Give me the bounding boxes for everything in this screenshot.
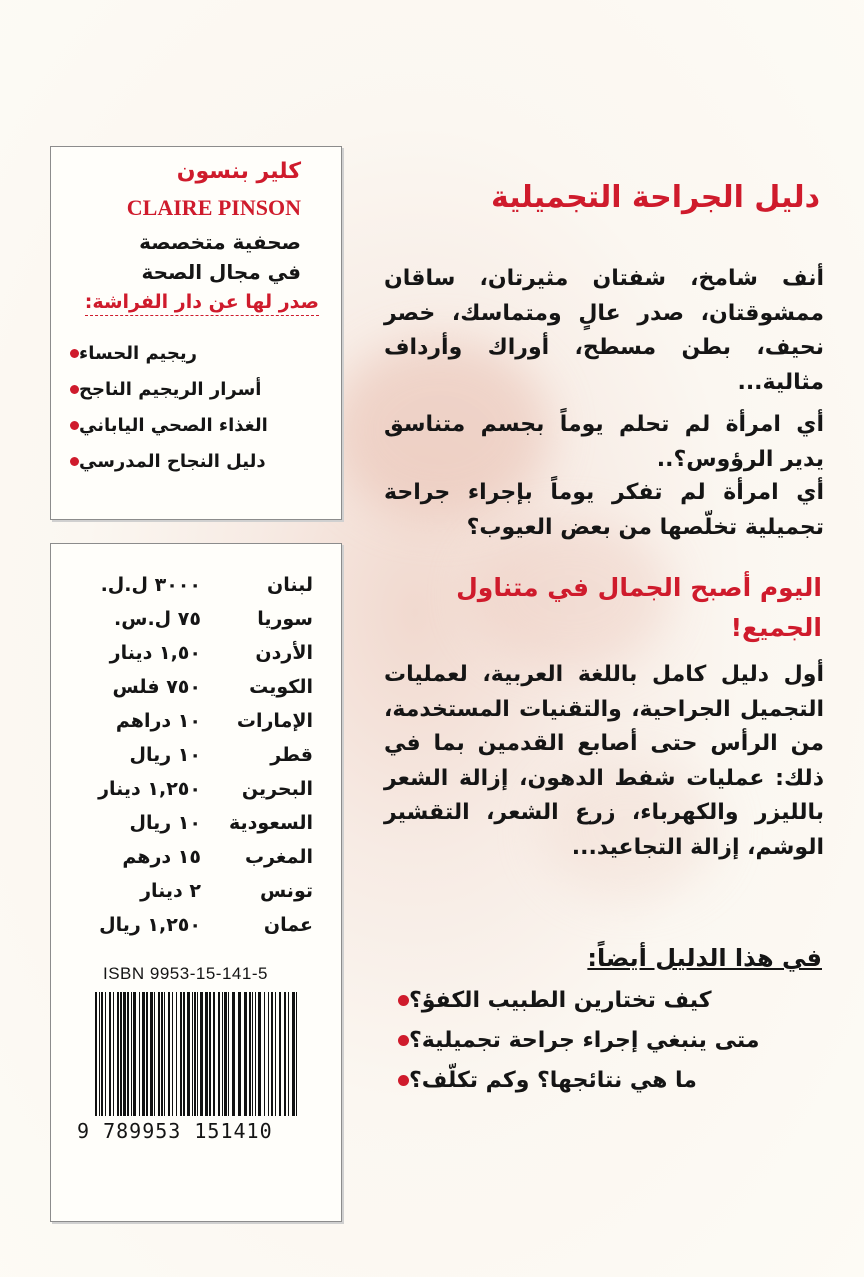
bullet-icon bbox=[398, 1075, 409, 1086]
barcode-bar bbox=[197, 992, 198, 1116]
price-row bbox=[51, 676, 341, 710]
barcode-bar bbox=[252, 992, 253, 1116]
also-item bbox=[386, 1020, 826, 1060]
question-paragraph: أي امرأة لم تفكر يوماً بإجراء جراحة تجميلية تخلّصها من بعض العيوب؟ bbox=[384, 480, 824, 540]
barcode-bar bbox=[158, 992, 160, 1116]
intro-paragraph: أنف شامخ، شفتان مثيرتان، ساقان ممشوقتان، صدر عالٍ ومتماسك، خصر نحيف، بطن مسطح، أوراك وأرداف مثالية... bbox=[384, 266, 824, 395]
price-row bbox=[51, 642, 341, 676]
barcode-bar bbox=[213, 992, 215, 1116]
book-title: أسرار الريجيم الناجح bbox=[79, 378, 262, 400]
barcode-bar bbox=[161, 992, 163, 1116]
bullet-icon bbox=[398, 1035, 409, 1046]
barcode-bar bbox=[279, 992, 281, 1116]
bullet-icon bbox=[70, 385, 79, 394]
bullet-icon bbox=[70, 457, 79, 466]
price-country: البحرين bbox=[241, 778, 313, 800]
barcode-bar bbox=[192, 992, 193, 1116]
isbn-label: ISBN 9953-15-141-5 bbox=[103, 964, 268, 983]
book-item bbox=[62, 371, 327, 407]
price-country: السعودية bbox=[228, 812, 313, 834]
author-description bbox=[139, 227, 301, 287]
price-value: ١٠ ريال bbox=[129, 812, 201, 834]
barcode-bar bbox=[194, 992, 196, 1116]
price-country: لبنان bbox=[267, 574, 313, 596]
also-item bbox=[386, 1060, 826, 1100]
barcode-bar bbox=[109, 992, 111, 1116]
barcode-bar bbox=[209, 992, 211, 1116]
price-row bbox=[51, 608, 341, 642]
price-value: ١,٢٥٠ ريال bbox=[99, 914, 201, 936]
price-row bbox=[51, 812, 341, 846]
price-value: ٧٥٠ فلس bbox=[112, 676, 201, 698]
also-item-text: كيف تختارين الطبيب الكفؤ؟ bbox=[409, 987, 712, 1013]
book-item bbox=[62, 335, 327, 371]
book-item bbox=[62, 407, 327, 443]
barcode-bar bbox=[244, 992, 247, 1116]
price-value: ١٠ ريال bbox=[129, 744, 201, 766]
question-paragraph: أي امرأة لم تحلم يوماً بجسم متناسق يدير الرؤوس؟.. bbox=[384, 412, 824, 472]
price-table bbox=[51, 574, 341, 948]
book-item bbox=[62, 443, 327, 479]
barcode-bar bbox=[271, 992, 273, 1116]
barcode-bar bbox=[292, 992, 295, 1116]
barcode-bar bbox=[284, 992, 286, 1116]
price-country: الأردن bbox=[255, 642, 313, 664]
price-value: ٧٥ ل.س. bbox=[114, 608, 201, 630]
barcode-bar bbox=[187, 992, 190, 1116]
barcode-bar bbox=[139, 992, 140, 1116]
price-value: ٣٠٠٠ ل.ل. bbox=[100, 574, 201, 596]
price-country: قطر bbox=[270, 744, 313, 766]
barcode-bar bbox=[180, 992, 182, 1116]
bullet-icon bbox=[70, 349, 79, 358]
price-row bbox=[51, 880, 341, 914]
book-title: ريجيم الحساء bbox=[79, 342, 198, 364]
barcode-bar bbox=[275, 992, 276, 1116]
price-row bbox=[51, 778, 341, 812]
price-row bbox=[51, 710, 341, 744]
barcode-bar bbox=[268, 992, 269, 1116]
bullet-icon bbox=[70, 421, 79, 430]
barcode-bar bbox=[264, 992, 265, 1116]
author-description-line: في مجال الصحة bbox=[141, 260, 301, 284]
price-row bbox=[51, 574, 341, 608]
price-country: الإمارات bbox=[236, 710, 313, 732]
author-info-box bbox=[50, 146, 342, 520]
price-country: تونس bbox=[259, 880, 313, 902]
barcode-bar bbox=[176, 992, 177, 1116]
book-title: الغذاء الصحي الياباني bbox=[79, 414, 268, 436]
barcode-bar bbox=[172, 992, 173, 1116]
also-item-text: متى ينبغي إجراء جراحة تجميلية؟ bbox=[409, 1027, 760, 1053]
barcode-bar bbox=[154, 992, 155, 1116]
barcode-bar bbox=[105, 992, 106, 1116]
book-title: دليل الجراحة التجميلية bbox=[491, 180, 820, 215]
price-row bbox=[51, 846, 341, 880]
price-value: ٢ دينار bbox=[140, 880, 201, 902]
price-country: الكويت bbox=[249, 676, 313, 698]
barcode-image bbox=[93, 992, 301, 1116]
price-country: المغرب bbox=[244, 846, 313, 868]
barcode-number: 9 789953 151410 bbox=[77, 1119, 273, 1143]
book-title: دليل النجاح المدرسي bbox=[79, 450, 266, 472]
publisher-heading: صدر لها عن دار الفراشة: bbox=[85, 291, 319, 316]
author-name-english: CLAIRE PINSON bbox=[126, 195, 301, 220]
barcode-bar bbox=[101, 992, 103, 1116]
barcode-bar bbox=[218, 992, 220, 1116]
barcode-bar bbox=[113, 992, 114, 1116]
price-value: ١,٢٥٠ دينار bbox=[98, 778, 201, 800]
price-value: ١٠ دراهم bbox=[115, 710, 201, 732]
bullet-icon bbox=[398, 995, 409, 1006]
author-description-line: صحفية متخصصة bbox=[139, 230, 301, 254]
price-row bbox=[51, 744, 341, 778]
price-value: ١,٥٠ دينار bbox=[109, 642, 201, 664]
barcode-bar bbox=[255, 992, 256, 1116]
other-books-list bbox=[62, 335, 327, 479]
price-value: ١٥ درهم bbox=[122, 846, 201, 868]
barcode-bar bbox=[164, 992, 165, 1116]
barcode-bar bbox=[150, 992, 153, 1116]
also-item-text: ما هي نتائجها؟ وكم تكلّف؟ bbox=[409, 1067, 697, 1093]
barcode-bar bbox=[288, 992, 289, 1116]
barcode-bar bbox=[95, 992, 97, 1116]
barcode-bar bbox=[296, 992, 297, 1116]
price-list-box bbox=[50, 543, 342, 1222]
barcode-bar bbox=[258, 992, 261, 1116]
barcode-bar bbox=[131, 992, 132, 1116]
barcode-bar bbox=[142, 992, 145, 1116]
barcode-bar bbox=[222, 992, 223, 1116]
highlight-heading: اليوم أصبح الجمال في متناول الجميع! bbox=[456, 573, 822, 642]
barcode-bar bbox=[224, 992, 227, 1116]
barcode-bar bbox=[249, 992, 251, 1116]
barcode-bar bbox=[228, 992, 229, 1116]
barcode-bar bbox=[123, 992, 126, 1116]
barcode-bar bbox=[99, 992, 100, 1116]
barcode-bar bbox=[117, 992, 119, 1116]
price-country: عمان bbox=[263, 914, 313, 936]
also-list bbox=[386, 980, 826, 1100]
barcode-bar bbox=[200, 992, 203, 1116]
price-row bbox=[51, 914, 341, 948]
barcode-bar bbox=[232, 992, 235, 1116]
price-country: سوريا bbox=[257, 608, 313, 630]
barcode-bar bbox=[205, 992, 208, 1116]
also-item bbox=[386, 980, 826, 1020]
barcode-bar bbox=[120, 992, 122, 1116]
barcode-bar bbox=[168, 992, 170, 1116]
barcode-bar bbox=[127, 992, 129, 1116]
barcode-bar bbox=[183, 992, 185, 1116]
also-heading: في هذا الدليل أيضاً: bbox=[587, 944, 822, 972]
barcode-bar bbox=[146, 992, 148, 1116]
author-name-arabic: كلير بنسون bbox=[176, 159, 301, 184]
description-paragraph: أول دليل كامل باللغة العربية، لعمليات التجميل الجراحية، والتقنيات المستخدمة، من الرأس حتى أصابع القدمين بما في ذلك: عمليات شفط الدهون، إزالة الشعر بالليزر والكهرباء، زرع الشعر، التقشير الوشم، إزالة التجاعيد... bbox=[384, 662, 824, 860]
barcode-bar bbox=[133, 992, 136, 1116]
barcode-bar bbox=[238, 992, 241, 1116]
